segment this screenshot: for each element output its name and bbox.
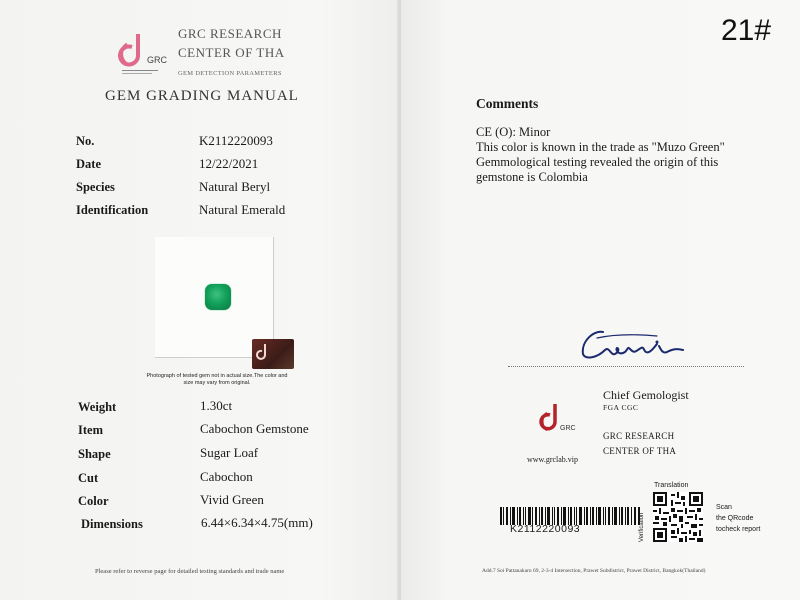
field-label-cut: Cut [78,471,99,485]
field-label-weight: Weight [78,400,117,414]
signature [575,320,690,370]
comments-heading: Comments [476,96,539,111]
field-label-shape: Shape [78,447,111,461]
field-value-weight: 1.30ct [200,398,233,413]
org-name-line2: CENTER OF THA [178,45,285,60]
signatory-org-line1: GRC RESEARCH [603,431,675,441]
field-value-no: K2112220093 [199,133,273,148]
certificate-number-label: 21# [721,14,772,47]
field-label-date: Date [76,157,101,171]
scan-line: the QRcode [716,515,754,522]
field-value-date: 12/22/2021 [199,156,259,171]
qr-translation-label: Translation [654,482,689,489]
footer-note: Please refer to reverse page for detailed testing standards and trade name [95,568,285,575]
qr-verification-label: Verification [639,512,645,542]
photo-stamp-icon [252,339,294,369]
website-link[interactable]: www.grclab.vip [527,455,579,464]
org-name-line1: GRC RESEARCH [178,26,282,41]
barcode-number: K2112220093 [510,523,581,535]
signature-line [508,366,744,367]
field-value-shape: Sugar Loaf [200,445,259,460]
field-value-color: Vivid Green [200,492,264,507]
comment-line: CE (O): Minor [476,125,551,139]
comment-line: Gemmological testing revealed the origin of this [476,155,719,169]
field-value-species: Natural Beryl [199,179,271,194]
qr-code-icon[interactable] [653,492,703,542]
grc-logo-icon [120,30,168,76]
field-label-species: Species [76,180,115,194]
gem-photo [155,237,274,358]
emerald-gem-image [205,284,231,310]
qr-scan-instructions [716,502,760,535]
photo-caption: Photograph of tested gem not in actual size.The color and size may vary from original. [146,373,288,386]
svg-text:GRC: GRC [560,425,576,432]
field-label-identification: Identification [76,203,149,217]
org-subtitle: GEM DETECTION PARAMETERS [178,70,282,77]
left-page [0,0,399,600]
credentials: FGA CGC [603,403,639,412]
comments-body [476,125,776,185]
field-value-item: Cabochon Gemstone [200,421,309,436]
field-value-dimensions: 6.44×6.34×4.75(mm) [201,515,313,530]
chief-gemologist-title: Chief Gemologist [603,388,689,402]
grc-seal-icon [541,402,576,438]
field-label-dimensions: Dimensions [81,517,143,531]
comment-line: gemstone is Colombia [476,170,588,184]
field-value-cut: Cabochon [200,469,253,484]
field-label-color: Color [78,494,109,508]
field-label-item: Item [78,423,103,437]
field-label-no: No. [76,134,95,148]
footer-address: Add.7 Soi Pattanakarn 69, 2-3-4 Intersection, Prawet Subdistrict, Prawet District, Bangkok(Thailand) [482,568,706,574]
scan-line: Scan [716,504,732,511]
signatory-org-line2: CENTER OF THA [603,446,677,456]
field-value-identification: Natural Emerald [199,202,286,217]
document-title: GEM GRADING MANUAL [105,88,299,104]
comment-line: This color is known in the trade as "Muzo Green" [476,140,725,154]
svg-text:GRC: GRC [147,55,167,65]
scan-line: tocheck report [716,526,761,533]
